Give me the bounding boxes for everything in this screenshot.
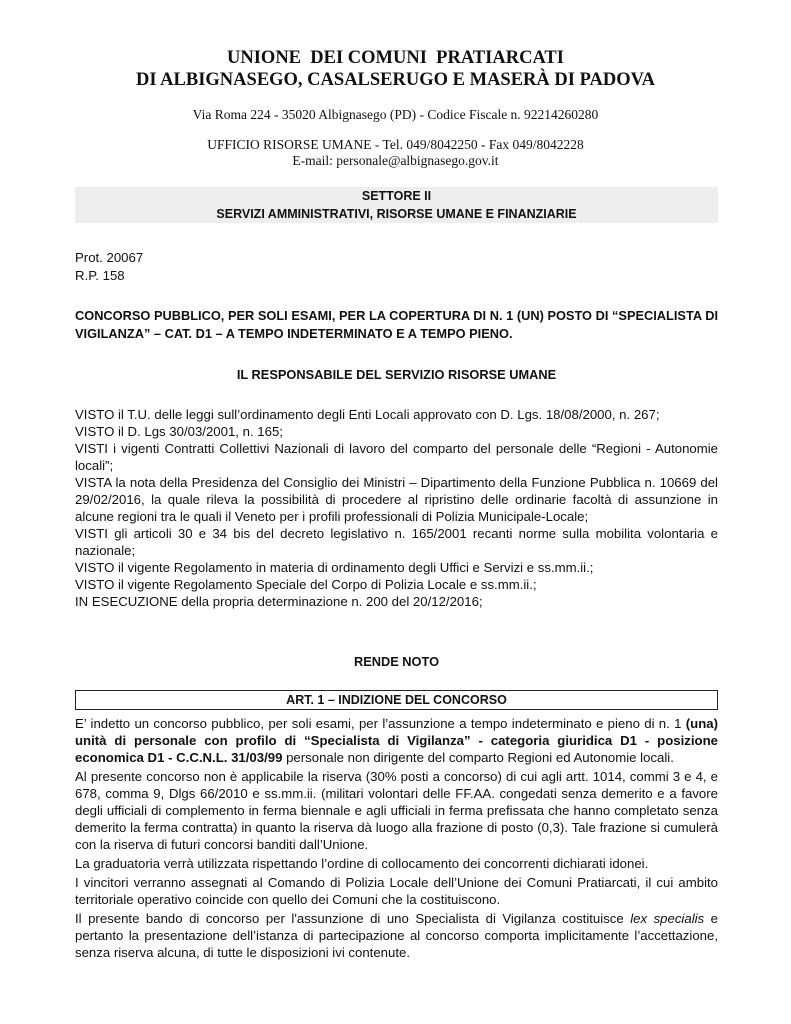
recital-item: VISTO il T.U. delle leggi sull’ordinamento degli Enti Locali approvato con D. Lgs. 18/08/2000, n. 267; [75,407,660,422]
sector-banner [75,187,718,223]
header-email: E-mail: personale@albignasego.gov.it [292,153,499,168]
header-office: UFFICIO RISORSE UMANE - Tel. 049/8042250 - Fax 049/8042228 [207,137,584,152]
header-address: Via Roma 224 - 35020 Albignasego (PD) - Codice Fiscale n. 92214260280 [192,107,599,122]
recital-item: VISTI gli articoli 30 e 34 bis del decreto legislativo n. 165/2001 recanti norme sulla mobilita volontaria e nazionale; [75,526,718,558]
article1-p1-tail: personale non dirigente del comparto Regioni ed Autonomie locali. [282,750,674,765]
article1-title: ART. 1 – INDIZIONE DEL CONCORSO [75,690,718,710]
rende-noto-heading: RENDE NOTO [353,654,440,669]
article1-paragraph: Al presente concorso non è applicabile la riserva (30% posti a concorso) di cui agli artt. 1014, commi 3 e 4, e 678, comma 9, Dlgs 66/2010 e ss.mm.ii. (militari volontari delle FF.AA. congedati senza demerito e a favore degli ufficiali di complemento in ferma biennale e agli ufficiali in ferma prefissata che hanno completato senza demerito la ferma contratta) in quanto la riserva dà luogo alla frazione di posto (0,3). Tale frazione si cumulerà con la riserva di futuri concorsi banditi dall’Unione. [75,769,718,852]
recital-item: VISTA la nota della Presidenza del Consiglio dei Ministri – Dipartimento della Funzione Pubblica n. 10669 del 29/02/2016, la quale rileva la possibilità di procedere al ripristino delle ordinarie facoltà di assunzione in alcune regioni tra le quali il Veneto per i profili professionali di Polizia Municipale-Locale; [75,475,718,524]
article1-body [75,715,718,961]
recital-item: VISTI i vigenti Contratti Collettivi Nazionali di lavoro del comparto del personale delle “Regioni - Autonomie locali”; [75,441,718,473]
rp-number: R.P. 158 [75,268,125,283]
article1-p1-bold: (una) unità di personale con profilo di “Specialista di Vigilanza” - categoria giuridica D1 - posizione economica D1 - C.C.N.L. 31/03/99 [75,716,718,765]
recitals-list [75,406,718,610]
article1-paragraph [75,715,718,766]
article1-p5-text: Il presente bando di concorso per l'assunzione di uno Specialista di Vigilanza costituisce [75,911,631,926]
document-header-title [0,47,791,91]
subject-line: CONCORSO PUBBLICO, PER SOLI ESAMI, PER LA COPERTURA DI N. 1 (UN) POSTO DI “SPECIALISTA DI VIGILANZA” – CAT. D1 – A TEMPO INDETERMINATO E A TEMPO PIENO. [75,308,718,341]
article1-paragraph: La graduatoria verrà utilizzata rispettando l’ordine di collocamento dei concorrenti dichiarati idonei. [75,856,649,871]
recital-item: IN ESECUZIONE della propria determinazione n. 200 del 20/12/2016; [75,594,483,609]
header-title-line2: DI ALBIGNASEGO, CASALSERUGO E MASERÀ DI PADOVA [136,70,655,90]
responsible-heading: IL RESPONSABILE DEL SERVIZIO RISORSE UMANE [236,367,557,382]
article1-p1-text: E’ indetto un concorso pubblico, per soli esami, per l’assunzione a tempo indeterminato e pieno di n. 1 [75,716,686,731]
protocol-number: Prot. 20067 [75,250,144,265]
recital-item: VISTO il D. Lgs 30/03/2001, n. 165; [75,424,283,439]
article1-p5-italic: lex specialis [630,911,705,926]
recital-item: VISTO il vigente Regolamento Speciale del Corpo di Polizia Locale e ss.mm.ii.; [75,577,537,592]
article1-paragraph: I vincitori verranno assegnati al Comando di Polizia Locale dell’Unione dei Comuni Pratiarcati, il cui ambito territoriale operativo coincide con quello dei Comuni che la costituiscono. [75,875,718,907]
header-title-line1: UNIONE DEI COMUNI PRATIARCATI [227,48,564,68]
sector-line1: SETTORE II [361,189,432,203]
recital-item: VISTO il vigente Regolamento in materia di ordinamento degli Uffici e Servizi e ss.mm.ii.; [75,560,594,575]
article1-paragraph [75,910,718,961]
sector-line2: SERVIZI AMMINISTRATIVI, RISORSE UMANE E FINANZIARIE [216,207,577,221]
article1-p5-tail: e pertanto la presentazione dell’istanza di partecipazione al concorso comporta implicitamente l’accettazione, senza riserva alcuna, di tutte le disposizioni ivi contenute. [75,911,718,960]
